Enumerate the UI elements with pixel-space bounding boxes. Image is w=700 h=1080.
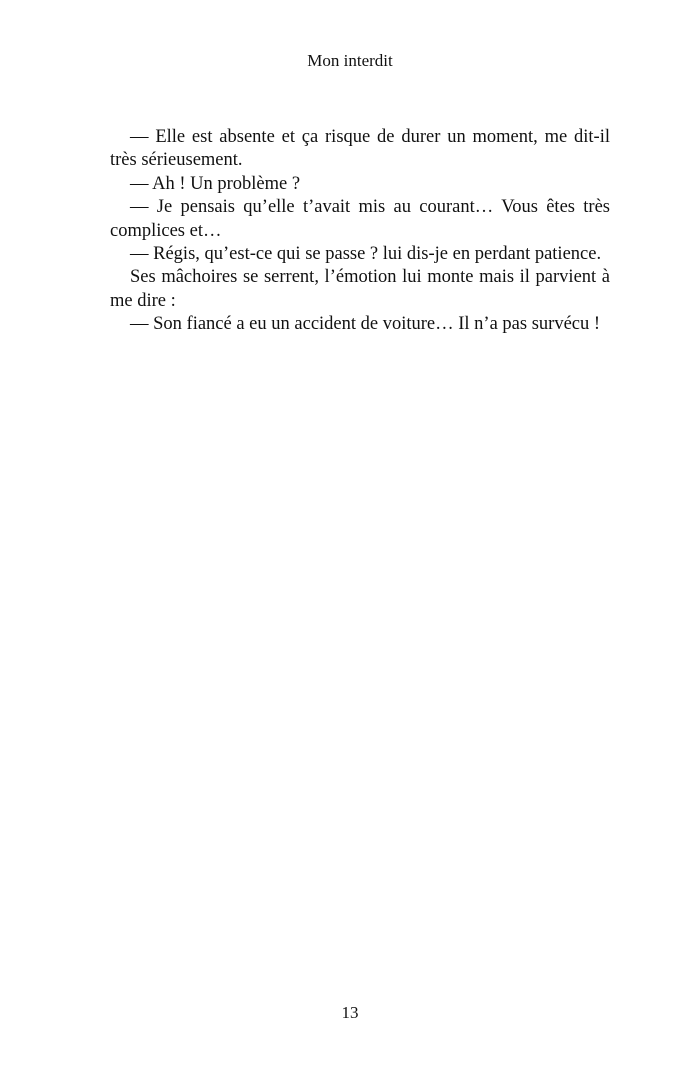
paragraph-1: — Elle est absente et ça risque de durer un moment, me dit-il très sérieusement.: [110, 127, 610, 171]
page-body-text: [110, 126, 610, 337]
paragraph-6: — Son fiancé a eu un accident de voiture… Il n’a pas survécu !: [130, 314, 601, 335]
paragraph-4: — Régis, qu’est-ce qui se passe ? lui dis-je en perdant patience.: [130, 244, 602, 265]
paragraph-2: — Ah ! Un problème ?: [130, 173, 301, 194]
running-head-title: Mon interdit: [307, 51, 393, 70]
paragraph-5: Ses mâchoires se serrent, l’émotion lui monte mais il parvient à me dire :: [110, 267, 610, 311]
page-number: 13: [341, 1003, 359, 1022]
paragraph-3: — Je pensais qu’elle t’avait mis au courant… Vous êtes très complices et…: [110, 197, 610, 241]
